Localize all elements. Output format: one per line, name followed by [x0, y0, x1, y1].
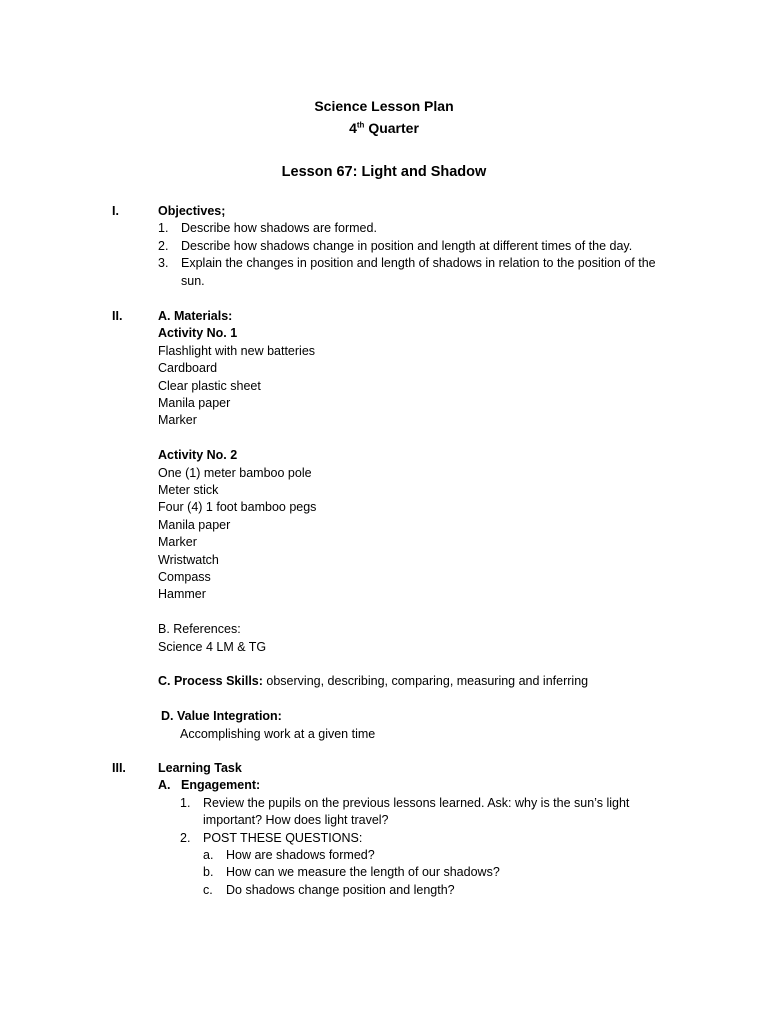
section-numeral: III. [112, 761, 126, 775]
list-text: Describe how shadows change in position and length at different times of the day. [181, 238, 633, 253]
list-item [158, 220, 678, 237]
process-skills-text: observing, describing, comparing, measuring and inferring [262, 674, 589, 689]
material-item: Marker [158, 535, 197, 550]
quarter-superscript: th [356, 120, 365, 130]
value-integration-heading: D. Value Integration: [161, 709, 282, 724]
list-number: 1. [180, 795, 191, 810]
question-text: How can we measure the length of our shadows? [226, 865, 500, 880]
material-item: Marker [158, 413, 197, 428]
material-item: Manila paper [158, 396, 231, 411]
sub-heading: Engagement: [181, 778, 261, 793]
material-item: Meter stick [158, 483, 219, 498]
value-integration-text: Accomplishing work at a given time [180, 726, 376, 741]
section-numeral: I. [112, 204, 119, 218]
list-text-continued: sun. [181, 273, 205, 288]
list-number: 1. [158, 221, 169, 236]
question-text: How are shadows formed? [226, 848, 375, 863]
list-item [158, 255, 678, 290]
material-item: Hammer [158, 587, 206, 602]
section-body [158, 203, 678, 290]
material-item: One (1) meter bamboo pole [158, 465, 312, 480]
page-title: Science Lesson Plan [314, 98, 454, 114]
references-text: Science 4 LM & TG [158, 639, 267, 654]
quarter-word: Quarter [364, 120, 419, 136]
material-item: Cardboard [158, 361, 218, 376]
list-text: Describe how shadows are formed. [181, 221, 377, 236]
question-letter: c. [203, 882, 213, 897]
activity-2-heading: Activity No. 2 [158, 448, 238, 463]
materials-heading: A. Materials: [158, 309, 233, 323]
list-text: POST THESE QUESTIONS: [203, 830, 363, 845]
question-item [203, 882, 678, 899]
list-item [180, 795, 678, 830]
material-item: Flashlight with new batteries [158, 343, 316, 358]
material-item: Manila paper [158, 517, 231, 532]
question-letter: b. [203, 865, 214, 880]
list-text: Explain the changes in position and length of shadows in relation to the position of the [181, 256, 656, 271]
list-number: 2. [180, 830, 191, 845]
references-heading: B. References: [158, 622, 241, 637]
list-text-continued: important? How does light travel? [203, 813, 389, 828]
question-letter: a. [203, 848, 214, 863]
section-body [158, 308, 678, 743]
quarter-number: 4 [349, 120, 357, 136]
learning-task-heading: Learning Task [158, 761, 242, 775]
question-text: Do shadows change position and length? [226, 882, 455, 897]
objectives-heading: Objectives; [158, 204, 226, 218]
question-item [203, 847, 678, 864]
lesson-title: Lesson 67: Light and Shadow [281, 164, 487, 180]
list-item [180, 830, 678, 847]
list-number: 3. [158, 256, 169, 271]
list-number: 2. [158, 238, 169, 253]
list-item [158, 238, 678, 255]
material-item: Wristwatch [158, 552, 219, 567]
quarter-heading [0, 118, 768, 138]
question-item [203, 864, 678, 881]
engagement-heading [158, 777, 678, 794]
list-text: Review the pupils on the previous lessons learned. Ask: why is the sun’s light [203, 795, 630, 810]
process-skills [158, 673, 678, 690]
section-body [158, 760, 678, 899]
material-item: Four (4) 1 foot bamboo pegs [158, 500, 317, 515]
activity-1-heading: Activity No. 1 [158, 326, 238, 341]
sub-letter: A. [158, 778, 171, 793]
process-skills-label: C. Process Skills: [158, 674, 263, 689]
material-item: Compass [158, 570, 211, 585]
section-numeral: II. [112, 309, 123, 323]
material-item: Clear plastic sheet [158, 378, 261, 393]
